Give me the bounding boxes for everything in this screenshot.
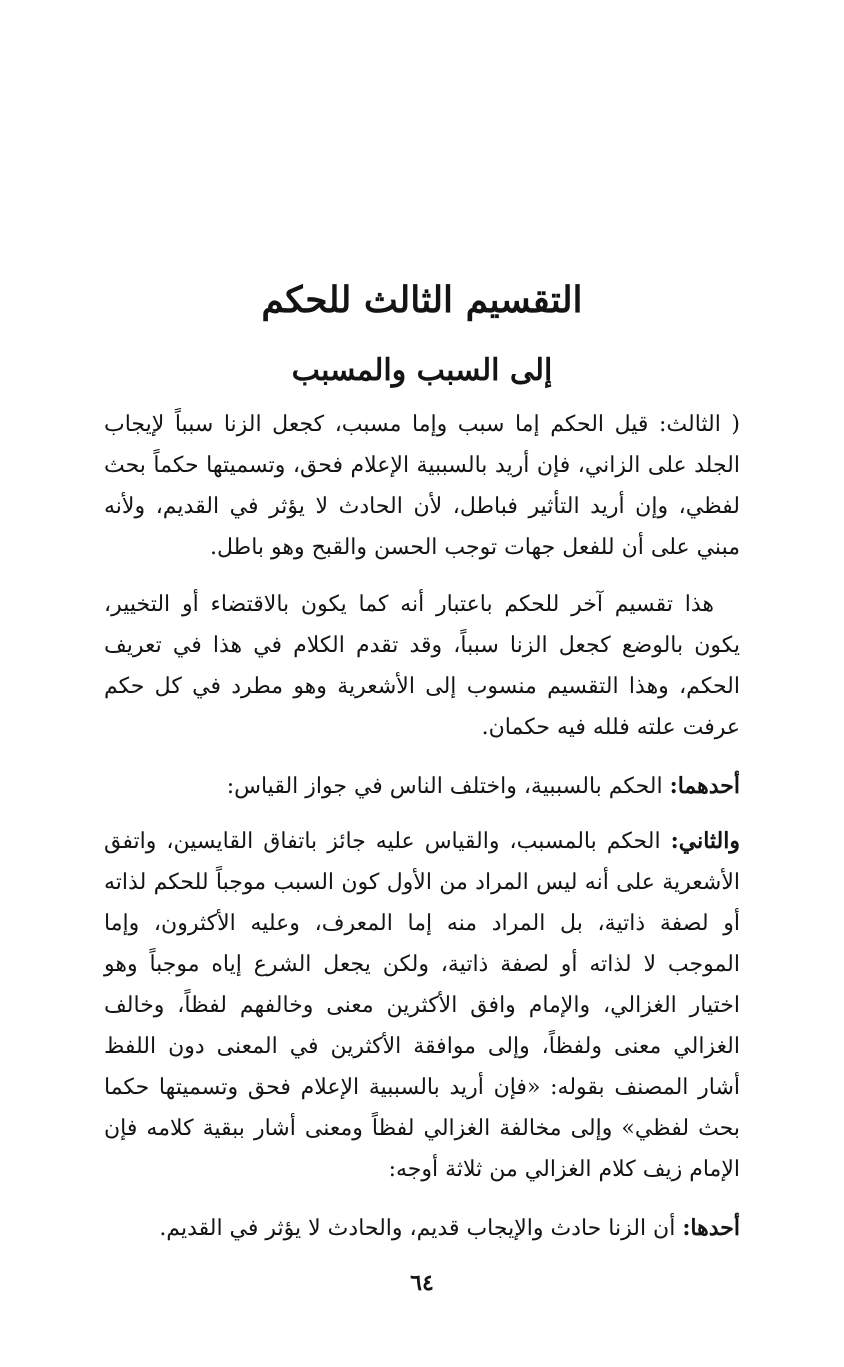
- paragraph-text: هذا تقسيم آخر للحكم باعتبار أنه كما يكون بالاقتضاء أو التخيير، يكون بالوضع كجعل الزنا سبباً، وقد تقدم الكلام في هذا في تعريف الحكم، وهذا التقسيم منسوب إلى الأشعرية وهو مطرد في كل حكم عرفت علته فلله فيه حكمان.: [104, 592, 740, 740]
- paragraph-lead: أحدهما:: [669, 773, 740, 799]
- chapter-subtitle: إلى السبب والمسبب: [291, 353, 553, 388]
- matn-paragraph: [104, 404, 740, 568]
- paragraph-text: الحكم بالمسبب، والقياس عليه جائز باتفاق القايسين، واتفق الأشعرية على أنه ليس المراد من الأول كون السبب موجباً للحكم لذاته أو لصفة ذاتية، بل المراد منه إما المعرف، وعليه الأكثرون، وإما الموجب لا لذاته أو لصفة ذاتية، ولكن يجعل الشرع إياه موجباً وهو اختيار الغزالي، والإمام وافق الأكثرين معنى وخالفهم لفظاً، وخالف الغزالي معنى ولفظاً، وإلى موافقة الأكثرين في المعنى دون اللفظ أشار المصنف بقوله: «فإن أريد بالسببية الإعلام فحق وتسميتها حكما بحث لفظي» وإلى مخالفة الغزالي لفظاً ومعنى أشار ببقية كلامه فإن الإمام زيف كلام الغزالي من ثلاثة أوجه:: [104, 829, 740, 1182]
- first-objection-paragraph: [104, 1208, 740, 1249]
- paragraph-text: أن الزنا حادث والإيجاب قديم، والحادث لا يؤثر في القديم.: [159, 1216, 683, 1241]
- commentary-paragraph: [104, 584, 740, 748]
- second-ruling-paragraph: [104, 821, 740, 1190]
- body-text: [104, 404, 740, 1249]
- chapter-title: التقسيم الثالث للحكم: [261, 279, 583, 321]
- paragraph-lead: والثاني:: [670, 828, 740, 854]
- page-number: ٦٤: [410, 1270, 434, 1296]
- first-ruling-paragraph: [104, 766, 740, 807]
- paragraph-text: ( الثالث: قيل الحكم إما سبب وإما مسبب، كجعل الزنا سبباً لإيجاب الجلد على الزاني، فإن أريد بالسببية الإعلام فحق، وتسميتها حكماً بحث لفظي، وإن أريد التأثير فباطل، لأن الحادث لا يؤثر في القديم، ولأنه مبني على أن للفعل جهات توجب الحسن والقبح وهو باطل.: [104, 412, 740, 560]
- paragraph-text: الحكم بالسببية، واختلف الناس في جواز القياس:: [226, 774, 670, 799]
- paragraph-lead: أحدها:: [682, 1215, 740, 1241]
